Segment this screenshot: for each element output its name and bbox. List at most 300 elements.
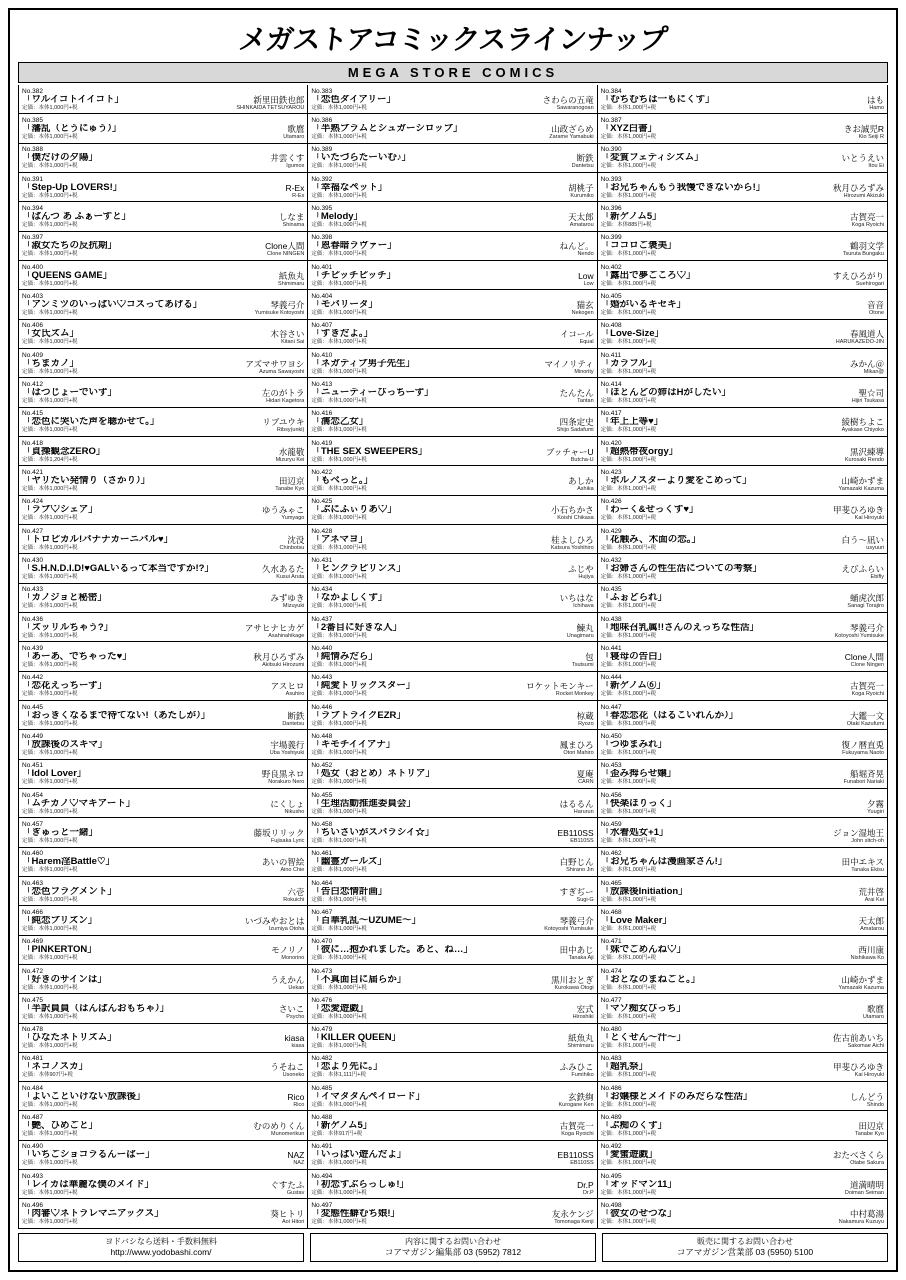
entry-author-romaji: Shirano Jin [566, 867, 594, 874]
catalog-entry[interactable] [19, 466, 307, 495]
entry-author-romaji: John sitch-oh [851, 837, 884, 844]
catalog-entry[interactable] [308, 554, 596, 583]
entry-author: 宇場義行 [270, 739, 305, 750]
entry-author-romaji: Munomerikun [271, 1131, 305, 1138]
catalog-entry[interactable] [598, 818, 887, 847]
catalog-entry[interactable] [598, 1024, 887, 1053]
entry-author-romaji: Clone Ningen [850, 661, 884, 668]
entry-author: モノリノ [271, 945, 305, 956]
entry-price: 定価：本体1,000円+税 [311, 339, 367, 346]
entry-title: 「恋色ダイアリー」 [311, 94, 396, 105]
entry-author: 蛹虎次郎 [849, 593, 884, 604]
entry-number: No.386 [311, 116, 333, 124]
catalog-entry[interactable] [598, 584, 887, 613]
catalog-entry[interactable] [19, 1141, 307, 1170]
entry-author-romaji: Hirozumi Akizuki [843, 192, 884, 199]
entry-author-romaji: Ryozo [578, 720, 594, 727]
catalog-entry[interactable] [19, 584, 307, 613]
catalog-entry[interactable] [308, 408, 596, 437]
entry-price: 定価：本体1,000円+税 [311, 661, 367, 668]
entry-price: 定価：本体1,000円+税 [600, 603, 657, 610]
entry-author-romaji: Katsura Yoshihiro [550, 544, 594, 551]
entry-price: 定価：本体1,000円+税 [22, 603, 78, 610]
catalog-entry[interactable] [308, 232, 596, 261]
catalog-entry[interactable] [598, 1082, 887, 1111]
entry-number: No.446 [311, 703, 333, 711]
entry-number: No.387 [600, 116, 622, 124]
entry-author: 六壱 [287, 886, 305, 897]
entry-number: No.406 [22, 322, 43, 330]
entry-author: しんどう [849, 1091, 884, 1102]
catalog-entry[interactable] [19, 1024, 307, 1053]
entry-price: 定価：本体1,000円+税 [600, 339, 657, 346]
entry-price: 定価：本体1,000円+税 [600, 133, 657, 140]
entry-number: No.442 [22, 674, 43, 682]
entry-title: 「貞操観念ZERO」 [22, 446, 106, 457]
catalog-entry[interactable] [308, 1024, 596, 1053]
catalog-entry[interactable] [598, 613, 887, 642]
entry-number: No.410 [311, 351, 333, 359]
entry-title: 「むちむちは一もにくす」 [600, 94, 715, 105]
catalog-entry[interactable] [308, 1141, 596, 1170]
catalog-entry[interactable] [308, 1170, 596, 1199]
footer-sales-phone: コアマガジン営業部 03 (5950) 5100 [676, 1247, 814, 1257]
catalog-entry[interactable] [19, 408, 307, 437]
entry-author: 藤坂リリック [253, 827, 305, 838]
catalog-entry[interactable] [598, 144, 887, 173]
catalog-entry[interactable] [598, 261, 887, 290]
entry-price: 定価：本体1,000円+税 [22, 691, 78, 698]
catalog-entry[interactable] [19, 1053, 307, 1082]
entry-title: 「わーく&せっくす♥」 [600, 505, 699, 516]
catalog-entry[interactable] [19, 848, 307, 877]
entry-author-romaji: Nendo [577, 251, 594, 258]
catalog-entry[interactable] [308, 965, 596, 994]
catalog-entry[interactable] [308, 85, 596, 114]
entry-price: 定価：本体1,000円+税 [600, 925, 657, 932]
entry-price: 定価：本体1,000円+税 [600, 779, 657, 786]
catalog-entry[interactable] [308, 1199, 596, 1227]
catalog-entry[interactable] [598, 1141, 887, 1170]
entry-number: No.497 [311, 1202, 333, 1210]
entry-author: 田中あじ [559, 945, 594, 956]
entry-title: 「Idol Lover」 [22, 769, 87, 780]
catalog-entry[interactable] [308, 672, 596, 701]
entry-author-romaji: Nekogen [571, 309, 594, 316]
entry-author: 春風道人 [849, 329, 884, 340]
entry-title: 「あーあ、でちゃった♥」 [22, 651, 132, 662]
catalog-entry[interactable] [308, 701, 596, 730]
entry-author-romaji: NAZ [293, 1160, 305, 1167]
entry-author: たんたん [559, 387, 594, 398]
catalog-entry[interactable] [19, 818, 307, 847]
catalog-entry[interactable] [308, 261, 596, 290]
entry-author: アスヒロ [270, 681, 305, 692]
catalog-entry[interactable] [308, 848, 596, 877]
entry-author: みずゆき [270, 593, 305, 604]
catalog-entry[interactable] [308, 994, 596, 1023]
catalog-entry[interactable] [598, 114, 887, 143]
entry-author-romaji: Rico [293, 1101, 305, 1108]
entry-price: 定価：本体1,000円+税 [311, 1043, 367, 1050]
entry-number: No.498 [600, 1202, 622, 1210]
entry-author: 井雲くす [270, 153, 305, 164]
entry-author: Clone人間 [265, 241, 305, 252]
entry-title: 「すきだよ。」 [311, 329, 374, 340]
entry-author-romaji: Utamaro [862, 1013, 884, 1020]
entry-author-romaji: Hidari Kagetora [266, 397, 305, 404]
entry-number: No.440 [311, 644, 333, 652]
entry-number: No.391 [22, 175, 43, 183]
catalog-entry[interactable] [598, 642, 887, 671]
entry-number: No.464 [311, 879, 333, 887]
catalog-entry[interactable] [19, 290, 307, 319]
entry-title: 「幽霊ガールズ」 [311, 857, 387, 868]
catalog-entry[interactable] [598, 466, 887, 495]
entry-title: 「純愛トリックスター」 [311, 681, 416, 692]
entry-author: うえかん [270, 974, 305, 985]
entry-title: 「妹でごめんね♡」 [600, 945, 687, 956]
entry-number: No.415 [22, 410, 43, 418]
footer-editorial-line1: 内容に関するお問い合わせ [405, 1237, 501, 1246]
entry-number: No.412 [22, 380, 43, 388]
entry-number: No.389 [311, 146, 333, 154]
entry-price: 定価：本体1,000円+税 [311, 163, 367, 170]
catalog-entry[interactable] [19, 1170, 307, 1199]
catalog-entry[interactable] [598, 672, 887, 701]
entry-author: しなま [278, 211, 305, 222]
catalog-entry[interactable] [308, 349, 596, 378]
footer-box-shipping[interactable] [18, 1233, 304, 1262]
entry-author: 佐古前あいち [832, 1033, 884, 1044]
entry-author: 左のがトラ [261, 387, 305, 398]
entry-title: 「恋色に哭いた声を聴かせて。」 [22, 417, 160, 428]
entry-number: No.455 [311, 791, 333, 799]
catalog-entry[interactable] [19, 261, 307, 290]
catalog-entry[interactable] [598, 85, 887, 114]
catalog-entry[interactable] [598, 730, 887, 759]
entry-author: 古賀亮一 [849, 211, 884, 222]
entry-title: 「恋より先に。」 [311, 1062, 383, 1073]
catalog-entry[interactable] [598, 349, 887, 378]
entry-number: No.454 [22, 791, 43, 799]
entry-number: No.438 [600, 615, 622, 623]
entry-number: No.422 [311, 468, 333, 476]
entry-price: 定価：本体1,000円+税 [311, 632, 367, 639]
entry-title: 「ココロご褒美」 [600, 241, 677, 252]
catalog-entry[interactable] [598, 965, 887, 994]
catalog-entry[interactable] [19, 701, 307, 730]
entry-number: No.439 [22, 644, 43, 652]
entry-price: 定価：本体1,000円+税 [311, 221, 367, 228]
entry-number: No.404 [311, 292, 333, 300]
catalog-entry[interactable] [19, 994, 307, 1023]
catalog-entry[interactable] [19, 1199, 307, 1227]
entry-number: No.423 [600, 468, 622, 476]
entry-number: No.448 [311, 732, 333, 740]
entry-price: 定価：本体1,000円+税 [311, 485, 367, 492]
catalog-entry[interactable] [308, 906, 596, 935]
entry-title: 「いちごショコラるんーばー」 [22, 1150, 155, 1161]
entry-title: 「キモチイイアナ」 [311, 739, 396, 750]
entry-author-romaji: Minority [574, 368, 594, 375]
entry-title: 「僕だけの夕陽」 [22, 153, 99, 164]
entry-title: 「なかよしくず」 [311, 593, 388, 604]
entry-number: No.476 [311, 996, 333, 1004]
entry-author-romaji: Fujisaka Lyric [270, 837, 305, 844]
catalog-entry[interactable] [598, 554, 887, 583]
catalog-entry[interactable] [19, 877, 307, 906]
catalog-entry[interactable] [19, 202, 307, 231]
catalog-entry[interactable] [308, 378, 596, 407]
catalog-entry[interactable] [19, 613, 307, 642]
entry-author: むのめりくん [253, 1121, 305, 1132]
entry-author-romaji: CARN [578, 779, 594, 786]
entry-author: 中村葛湯 [849, 1209, 884, 1220]
catalog-entry[interactable] [598, 320, 887, 349]
entry-author: 山崎かずま [841, 974, 884, 985]
entry-price: 定価：本体1,000円+税 [600, 251, 657, 258]
catalog-entry[interactable] [308, 642, 596, 671]
entry-author: Low [578, 270, 594, 281]
entry-author-romaji: Nishikawa Ko [850, 955, 884, 962]
catalog-entry[interactable] [308, 496, 596, 525]
entry-author: 紙魚丸 [568, 1033, 594, 1044]
entry-number: No.407 [311, 322, 333, 330]
catalog-entry[interactable] [308, 320, 596, 349]
catalog-entry[interactable] [598, 173, 887, 202]
entry-author: 船堀斉晃 [849, 769, 884, 780]
entry-author: 道満晴明 [849, 1179, 884, 1190]
entry-number: No.421 [22, 468, 43, 476]
catalog-entry[interactable] [598, 525, 887, 554]
entry-author-romaji: Clone NINGEN [267, 251, 305, 258]
catalog-entry[interactable] [308, 818, 596, 847]
catalog-entry[interactable] [19, 320, 307, 349]
entry-number: No.482 [311, 1055, 333, 1063]
catalog-entry[interactable] [598, 290, 887, 319]
catalog-entry[interactable] [308, 613, 596, 642]
catalog-entry[interactable] [19, 525, 307, 554]
entry-number: No.477 [600, 996, 622, 1004]
entry-number: No.443 [311, 674, 333, 682]
catalog-entry[interactable] [598, 202, 887, 231]
entry-price: 定価：本体1,000円+税 [311, 1160, 367, 1167]
entry-number: No.475 [22, 996, 43, 1004]
entry-price: 定価：本体1,000円+税 [311, 104, 367, 111]
catalog-entry[interactable] [19, 232, 307, 261]
footer-shipping-url[interactable]: http://www.yodobashi.com/ [110, 1247, 212, 1257]
entry-price: 定価：本体1,000円+税 [600, 397, 657, 404]
entry-number: No.392 [311, 175, 333, 183]
catalog-entry[interactable] [308, 114, 596, 143]
catalog-entry[interactable] [308, 173, 596, 202]
entry-title: 「不真面目に届らか」 [311, 974, 407, 985]
footer-box-sales [602, 1233, 888, 1262]
catalog-entry[interactable] [598, 378, 887, 407]
catalog-entry[interactable] [308, 437, 596, 466]
entry-number: No.495 [600, 1172, 622, 1180]
entry-number: No.382 [22, 87, 43, 95]
entry-price: 定価：本体1,000円+税 [600, 1013, 657, 1020]
entry-title: 「地味召乳属!!さんのえっちな性活」 [600, 622, 759, 633]
catalog-entry[interactable] [19, 378, 307, 407]
entry-price: 定価：本体1,000円+税 [22, 1131, 78, 1138]
entry-title: 「ぷにふぃりあ♡」 [311, 505, 397, 516]
entry-title: 「超熱帯夜orgy」 [600, 446, 679, 457]
catalog-entry[interactable] [19, 85, 307, 114]
catalog-entry[interactable] [19, 672, 307, 701]
entry-price: 定価：本体917円+税 [311, 1131, 363, 1138]
catalog-entry[interactable] [598, 1199, 887, 1227]
entry-title: 「ニューティーびっちーず」 [311, 387, 434, 398]
entry-price: 定価：本体1,000円+税 [22, 1101, 78, 1108]
catalog-entry[interactable] [308, 936, 596, 965]
catalog-entry[interactable] [19, 144, 307, 173]
entry-author: 紙魚丸 [278, 270, 305, 281]
entry-author: Rico [287, 1091, 305, 1102]
catalog-entry[interactable] [19, 760, 307, 789]
entry-author-romaji: Fukuyama Naoto [842, 749, 884, 756]
catalog-entry[interactable] [308, 789, 596, 818]
catalog-entry[interactable] [598, 496, 887, 525]
entry-title: 「いたづらたーいむ♪」 [311, 153, 412, 164]
entry-number: No.408 [600, 322, 622, 330]
catalog-entry[interactable] [19, 642, 307, 671]
entry-price: 定価：本体1,000円+税 [600, 309, 657, 316]
footer-shipping-line1: ヨドバシなら送料・手数料無料 [105, 1237, 217, 1246]
catalog-entry[interactable] [19, 906, 307, 935]
entry-title: 「ボルノスターより愛をこめって」 [600, 475, 752, 486]
catalog-entry[interactable] [598, 1111, 887, 1140]
entry-price: 定価：本体1,000円+税 [22, 397, 78, 404]
catalog-entry[interactable] [598, 760, 887, 789]
entry-author-romaji: Sanagi Torajiro [847, 603, 884, 610]
entry-author: 四条定史 [559, 417, 594, 428]
entry-author-romaji: Itou Ei [868, 163, 884, 170]
catalog-entry[interactable] [598, 877, 887, 906]
catalog-entry[interactable] [598, 994, 887, 1023]
catalog-entry[interactable] [308, 1082, 596, 1111]
entry-price: 定価：本体1,000円+税 [22, 837, 78, 844]
entry-author: 桂よしひろ [551, 534, 594, 545]
catalog-entry[interactable] [308, 466, 596, 495]
catalog-entry[interactable] [19, 554, 307, 583]
entry-number: No.419 [311, 439, 333, 447]
catalog-entry[interactable] [598, 437, 887, 466]
catalog-entry[interactable] [598, 1053, 887, 1082]
page-title: メガストアコミックスラインナップ [237, 23, 669, 56]
catalog-entry[interactable] [598, 701, 887, 730]
entry-price: 定価：本体1,000円+税 [600, 1101, 657, 1108]
entry-author-romaji: Kai Hiroyuki [854, 515, 884, 522]
catalog-entry[interactable] [19, 1111, 307, 1140]
catalog-entry[interactable] [19, 496, 307, 525]
catalog-entry[interactable] [598, 789, 887, 818]
entry-author: アズマサワヨシ [245, 358, 305, 369]
entry-author: 白う〜凪い [841, 534, 884, 545]
entry-price: 定価：本体1,000円+税 [311, 397, 367, 404]
entry-price: 定価：本体1,000円+税 [600, 427, 657, 434]
catalog-entry[interactable] [308, 730, 596, 759]
entry-author-romaji: Low [583, 280, 594, 287]
catalog-entry[interactable] [19, 173, 307, 202]
catalog-entry[interactable] [19, 965, 307, 994]
catalog-entry[interactable] [19, 1082, 307, 1111]
entry-title: 「Love Maker」 [600, 915, 672, 926]
catalog-entry[interactable] [19, 437, 307, 466]
entry-price: 定価：本体1,000円+税 [311, 368, 367, 375]
entry-price: 定価：本体1,000円+税 [600, 485, 657, 492]
entry-price: 定価：本体1,000円+税 [22, 544, 78, 551]
catalog-entry[interactable] [308, 202, 596, 231]
catalog-entry[interactable] [308, 525, 596, 554]
catalog-entry[interactable] [19, 789, 307, 818]
entry-title: 「ネコノスカ」 [22, 1062, 89, 1073]
entry-author-romaji: Koishi Chikasa [557, 515, 594, 522]
entry-author-romaji: Kurumiko [570, 192, 594, 199]
entry-title: 「アンミツのいっぱい♡コスってあげる」 [22, 299, 203, 310]
entry-author: あいの智絵 [261, 857, 305, 868]
entry-number: No.470 [311, 938, 333, 946]
catalog-entry[interactable] [19, 114, 307, 143]
entry-price: 定価：本体1,000円+税 [311, 867, 367, 874]
catalog-entry[interactable] [598, 848, 887, 877]
entry-author-romaji: Kusui Aruta [276, 573, 305, 580]
catalog-entry[interactable] [308, 290, 596, 319]
entry-title: 「ワルイコトイイコト」 [22, 94, 125, 105]
entry-title: 「マソ痴女びっち」 [600, 1003, 686, 1014]
catalog-entry[interactable] [598, 1170, 887, 1199]
catalog-entry[interactable] [308, 1053, 596, 1082]
entry-author-romaji: Kio Seiji R [858, 133, 884, 140]
catalog-entry[interactable] [19, 730, 307, 759]
catalog-entry[interactable] [308, 760, 596, 789]
entry-author-romaji: Hujiya [578, 573, 594, 580]
catalog-entry[interactable] [598, 232, 887, 261]
entry-author: ねんど。 [559, 241, 594, 252]
entry-title: 「Melody」 [311, 211, 364, 222]
footer-editorial-phone: コアマガジン編集部 03 (5952) 7812 [384, 1247, 522, 1257]
entry-author: 天太郎 [568, 211, 594, 222]
entry-price: 定価：本体1,000円+税 [22, 1043, 78, 1050]
catalog-entry[interactable] [308, 584, 596, 613]
catalog-entry[interactable] [598, 936, 887, 965]
catalog-entry[interactable] [308, 1111, 596, 1140]
catalog-entry[interactable] [19, 349, 307, 378]
entry-author-romaji: Otori Mahiro [563, 749, 594, 756]
entry-price: 定価：本体1,000円+税 [311, 1189, 367, 1196]
entry-price: 定価：本体1,000円+税 [600, 192, 657, 199]
catalog-entry[interactable] [308, 144, 596, 173]
catalog-entry[interactable] [19, 936, 307, 965]
entry-title: 「S.H.N.D.I.D!♥GALいるって本当ですか!?」 [22, 563, 214, 574]
entry-author: 甲斐ひろゆき [832, 505, 884, 516]
catalog-entry[interactable] [598, 408, 887, 437]
entry-number: No.467 [311, 908, 333, 916]
entry-title: 「春恋恋花（はるこいれんか）」 [600, 710, 739, 721]
entry-price: 定価：本体1,000円+税 [311, 573, 367, 580]
entry-price: 定価：本体1,000円+税 [22, 1013, 78, 1020]
entry-author-romaji: Otabe Sakura [850, 1160, 884, 1167]
catalog-entry[interactable] [598, 906, 887, 935]
entry-author: 胡桃子 [568, 182, 594, 193]
entry-price: 定価：本体1,000円+税 [22, 515, 78, 522]
entry-title: 「カラフル」 [600, 358, 658, 369]
entry-author: 水龍敬 [278, 446, 305, 457]
entry-author-romaji: Rokuichi [283, 896, 305, 903]
catalog-entry[interactable] [308, 877, 596, 906]
